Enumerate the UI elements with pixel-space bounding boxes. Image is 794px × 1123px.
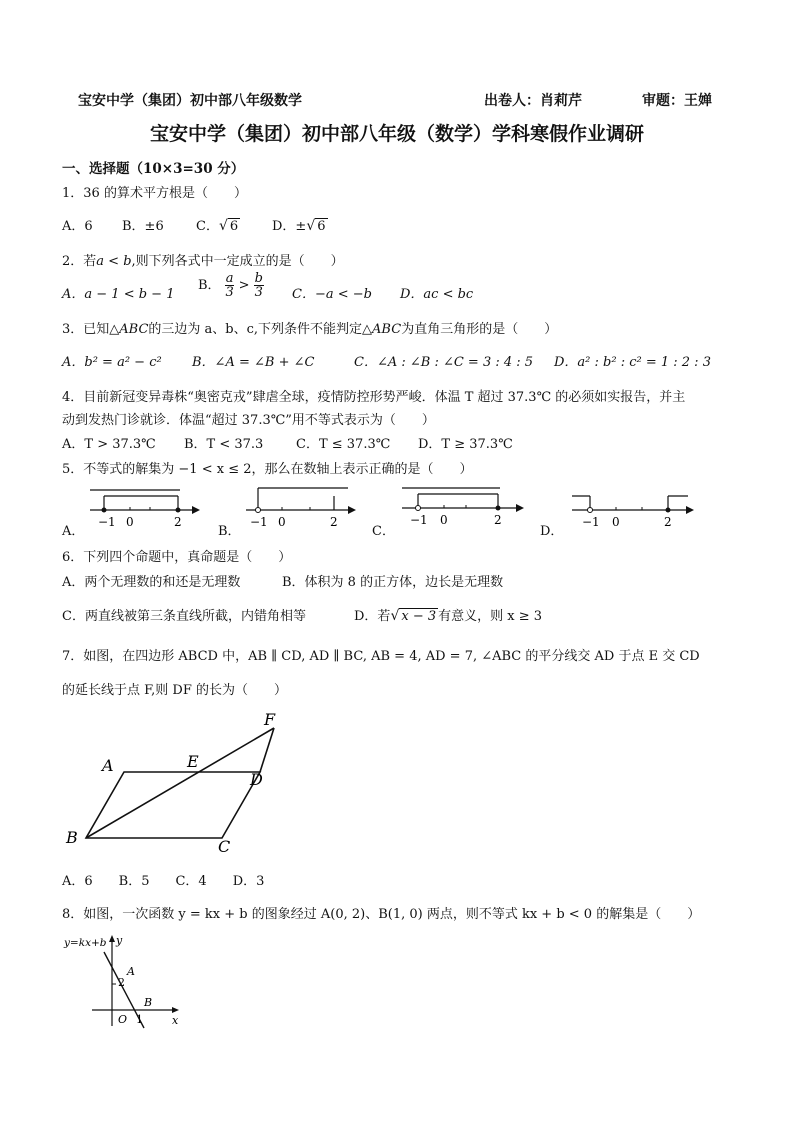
point-label-c: C [218,837,231,856]
question-8-stem: 8．如图，一次函数 y = kx + b 的图象经过 A(0, 2)、B(1, 0) 两点，则不等式 kx + b < 0 的解集是（ ） [62,907,701,922]
x-axis-label: x [172,1014,179,1027]
question-7-options: A．6 B．5 C．4 D．3 [62,874,265,889]
number-line-b [244,486,356,534]
question-2-option-d: D．ac < bc [400,287,474,302]
question-4-line2: 动到发热门诊就诊．体温“超过 37.3℃”用不等式表示为（ ） [62,413,435,428]
question-1-option-c: C．√ 6 [196,218,239,234]
question-6-option-d: D．若√ x − 3 有意义，则 x ≥ 3 [354,608,543,624]
function-label: y=kx+b [64,937,107,949]
question-5-option-c: C． [372,524,395,539]
tick-label: −1 [250,515,268,529]
tick-label: 2 [664,515,672,529]
question-2-option-c: C．−a < −b [292,287,372,302]
point-label-d: D [250,770,263,789]
question-5-stem: 5．不等式的解集为 −1 < x ≤ 2，那么在数轴上表示正确的是（ ） [62,462,473,477]
question-3-option-c: C．∠A : ∠B : ∠C = 3 : 4 : 5 [354,355,534,370]
question-1-option-b: B．±6 [122,219,164,234]
question-4-line1: 4．目前新冠变异毒株“奥密克戎”肆虐全球，疫情防控形势严峻．体温 T 超过 37.3℃ 的必须如实报告，并主 [62,390,686,405]
parallelogram-abcd [86,772,260,838]
question-3-stem: 3．已知△ABC的三边为 a、b、c,下列条件不能判定△ABC为直角三角形的是（ ） [62,322,558,337]
question-2-option-a: A．a − 1 < b − 1 [62,287,175,302]
linear-function-graph [62,932,192,1032]
tick-label: −1 [582,515,600,529]
tick-label: 0 [612,515,620,529]
header-author: 出卷人：肖莉芹 [484,93,582,109]
header-school: 宝安中学（集团）初中部八年级数学 [78,93,302,109]
point-label-b: B [66,828,78,847]
question-6-stem: 6．下列四个命题中，真命题是（ ） [62,550,292,565]
section-heading: 一、选择题（10×3=30 分） [62,161,245,177]
question-2-stem: 2．若a < b,则下列各式中一定成立的是（ ） [62,254,344,269]
question-6-option-a: A．两个无理数的和还是无理数 [62,575,241,590]
question-6-option-b: B．体积为 8 的正方体，边长是无理数 [282,575,504,590]
question-5-option-a: A． [62,524,85,539]
question-4-option-d: D．T ≥ 37.3℃ [418,437,513,452]
question-1-option-d: D．±√ 6 [272,218,326,234]
y-axis-label: y [116,934,123,947]
question-7-line2: 的延长线于点 F,则 DF 的长为（ ） [62,683,287,698]
question-3-option-d: D．a² : b² : c² = 1 : 2 : 3 [554,355,711,370]
number-line-a [88,486,200,534]
question-1-option-a: A．6 [62,219,93,234]
origin-label: O [118,1013,128,1026]
point-label-a: A [127,965,135,978]
question-3-option-a: A．b² = a² − c² [62,355,162,370]
question-5-option-b: B． [218,524,241,539]
tick-label: 0 [278,515,286,529]
question-3-option-b: B．∠A = ∠B + ∠C [192,355,315,370]
tick-label: 2 [494,513,502,527]
tick-label: −1 [98,515,116,529]
question-2-option-b: B． $\frac{a}{3}$ > $\frac{b}{3}$ [198,271,263,300]
bisector-bf [86,728,274,838]
point-label-b: B [144,996,153,1009]
question-4-option-b: B．T < 37.3 [184,437,264,452]
question-6-option-c: C．两直线被第三条直线所截，内错角相等 [62,609,306,624]
tick-label: −1 [410,513,428,527]
point-label-e: E [187,752,199,771]
question-4-option-a: A．T > 37.3℃ [62,437,156,452]
question-4-option-c: C．T ≤ 37.3℃ [296,437,391,452]
page-title: 宝安中学（集团）初中部八年级（数学）学科寒假作业调研 [149,123,644,145]
header-reviewer: 审题：王婵 [642,93,712,109]
point-label-a: A [102,756,114,775]
question-5-option-d: D． [540,524,564,539]
question-1-stem: 1．36 的算术平方根是（ ） [62,186,247,201]
tick-label: 2 [330,515,338,529]
tick-label: 2 [174,515,182,529]
tick-label-2: 2 [118,976,125,989]
number-line-c [400,484,524,532]
question-7-line1: 7．如图，在四边形 ABCD 中，AB ∥ CD, AD ∥ BC, AB = 4, AD = 7, ∠ABC 的平分线交 AD 于点 E 交 CD [62,649,700,664]
point-label-f: F [264,710,276,729]
parallelogram-figure [62,705,292,860]
number-line-d [570,486,694,534]
tick-label: 0 [440,513,448,527]
tick-label-1: 1 [136,1013,143,1026]
tick-label: 0 [126,515,134,529]
